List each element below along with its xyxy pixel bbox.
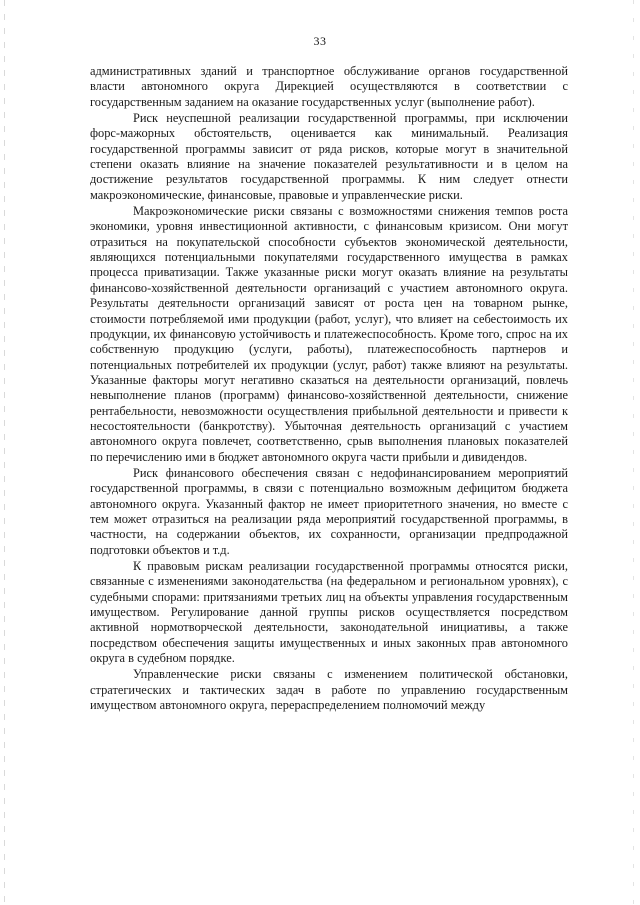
paragraph-legal-risks: К правовым рискам реализации государственной программы относятся риски, связанные с изменениями законодательства (на федеральном и региональном уровнях), с судебными спорами: притязаниями третьих лиц на объекты управления государственным имуществом. Регулирование данной группы рисков осуществляется посредством активной нормотворческой деятельности, законодательной инициативы, а также посредством обеспечения защиты имущественных и иных законных прав автономного округа в судебном порядке. bbox=[90, 559, 568, 666]
body-text bbox=[90, 64, 568, 713]
scan-edge-right bbox=[633, 0, 634, 905]
paragraph-macroeconomic-risks: Макроэкономические риски связаны с возможностями снижения темпов роста экономики, уровня инвестиционной активности, с финансовым кризисом. Они могут отразиться на покупательской способности субъектов экономической деятельности, являющихся потенциальными покупателями государственного имущества в рамках процесса приватизации. Также указанные риски могут оказать влияние на результаты финансово-хозяйственной деятельности организаций с участием автономного округа. Результаты деятельности организаций зависят от роста цен на товарном рынке, стоимости потребляемой ими продукции (работ, услуг), что влияет на себестоимость их продукции, их финансовую устойчивость и платежеспособность. Кроме того, спрос на их собственную продукцию (услуги, работы), платежеспособность партнеров и потенциальных потребителей их продукции (услуг, работ) также влияют на результаты. Указанные факторы могут негативно сказаться на деятельности организаций, повлечь невыполнение планов (программ) финансово-хозяйственной деятельности, снижение рентабельности, невозможности осуществления прибыльной деятельности и привести к несостоятельности (банкротству). Убыточная деятельность организаций с участием автономного округа повлечет, соответственно, срыв выполнения плановых показателей по перечислению ими в бюджет автономного округа части прибыли и дивидендов. bbox=[90, 204, 568, 464]
paragraph-management-risks: Управленческие риски связаны с изменением политической обстановки, стратегических и тактических задач в работе по управлению государственным имуществом автономного округа, перераспределением полномочий между bbox=[90, 667, 568, 713]
scan-edge-left bbox=[4, 0, 5, 905]
paragraph-risk-overview: Риск неуспешной реализации государственной программы, при исключении форс-мажорных обстоятельств, оценивается как минимальный. Реализация государственной программы зависит от ряда рисков, которые могут в значительной степени оказать влияние на значение показателей результативности и в целом на достижение результатов государственной программы. К ним следует отнести макроэкономические, финансовые, правовые и управленческие риски. bbox=[90, 111, 568, 202]
paragraph-financial-risks: Риск финансового обеспечения связан с недофинансированием мероприятий государственной программы, в связи с потенциально возможным дефицитом бюджета автономного округа. Указанный фактор не имеет приоритетного значения, но вместе с тем может отразиться на реализации ряда мероприятий государственной программы, в частности, на содержании объектов, их сохранности, организации предпродажной подготовки объектов и т.д. bbox=[90, 465, 568, 557]
page-number: 33 bbox=[313, 34, 327, 48]
paragraph-continuation: административных зданий и транспортное обслуживание органов государственной власти автономного округа Дирекцией осуществляются в соответствии с государственным заданием на оказание государственных услуг (выполнение работ). bbox=[90, 64, 568, 109]
